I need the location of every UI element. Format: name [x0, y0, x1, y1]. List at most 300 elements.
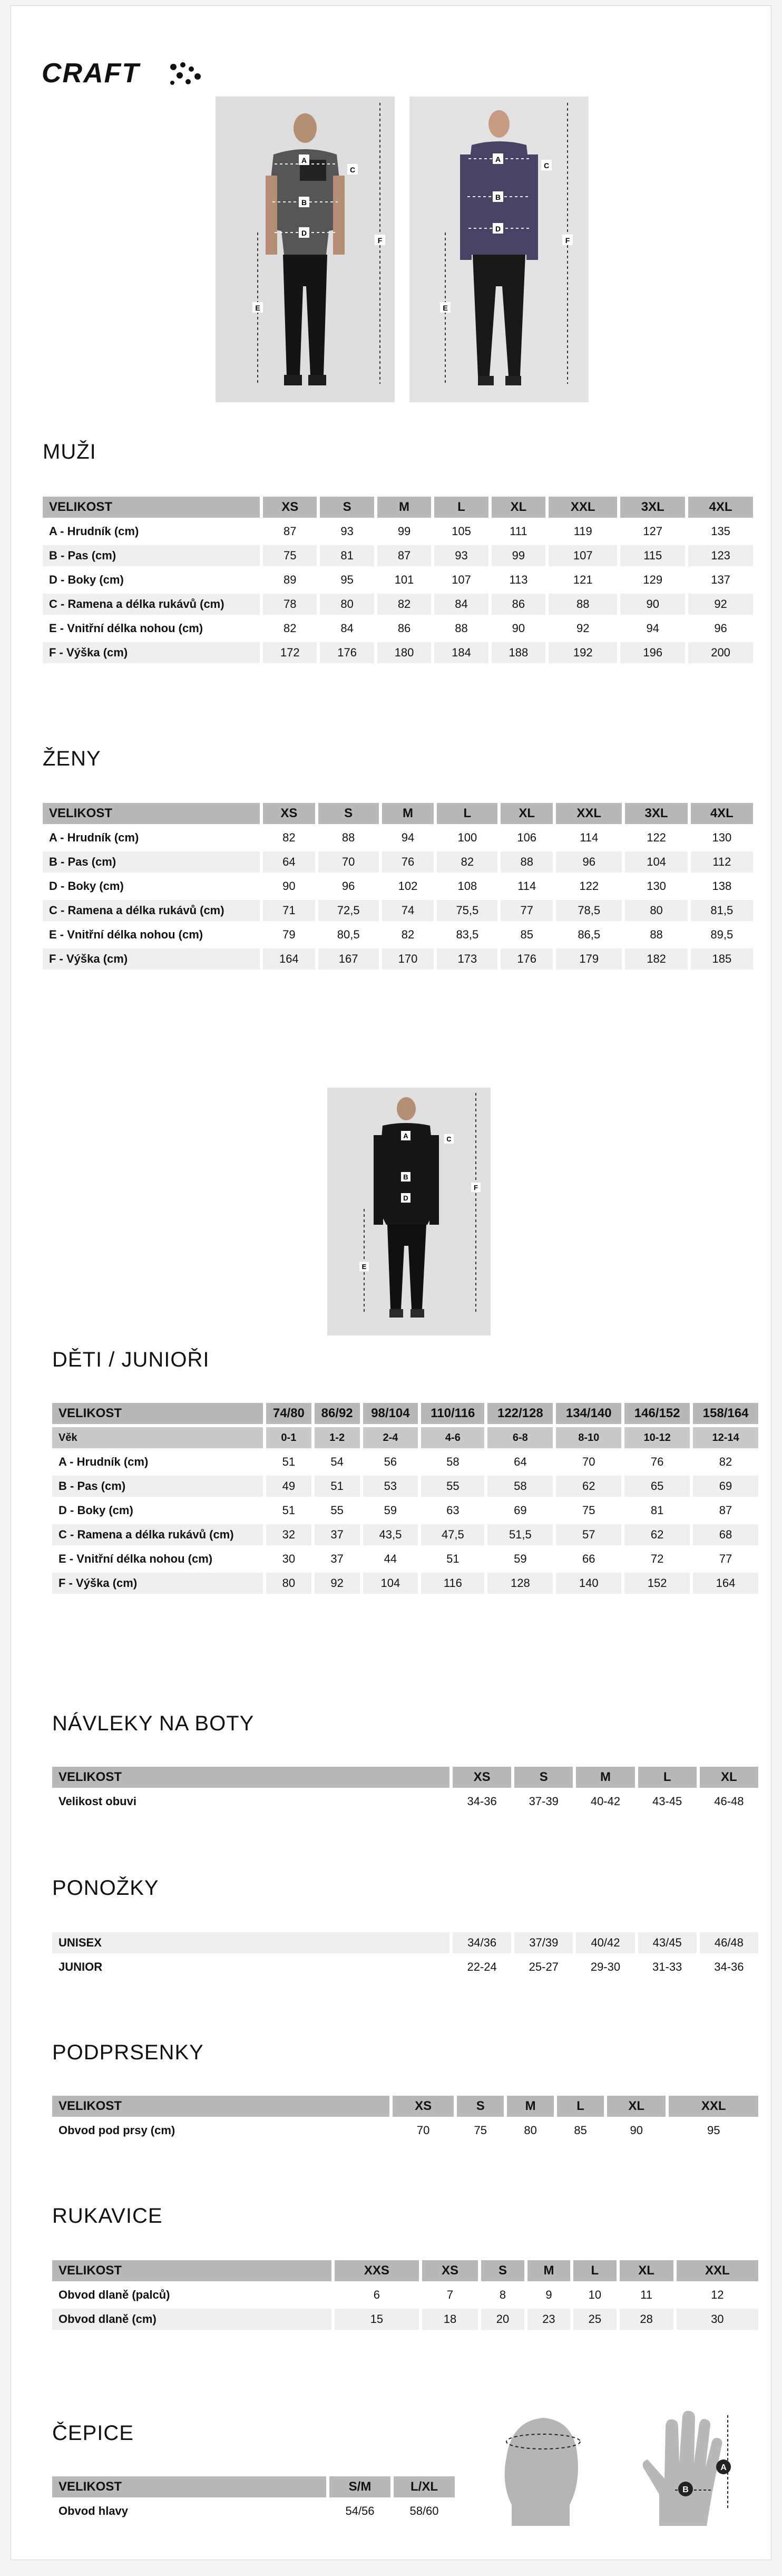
- table-cell: 80: [266, 1573, 311, 1594]
- table-cell: 86,5: [556, 924, 622, 945]
- overshoes-size-table: [49, 1764, 761, 1815]
- row-label: D - Boky (cm): [43, 876, 260, 897]
- table-cell: 88: [318, 827, 379, 848]
- table-cell: 8-10: [556, 1427, 621, 1448]
- table-cell: 81,5: [691, 900, 753, 921]
- table-cell: 28: [620, 2309, 673, 2330]
- header-cell: 74/80: [266, 1403, 311, 1424]
- socks-size-table: [49, 1929, 761, 1981]
- table-cell: 25: [573, 2309, 616, 2330]
- table-cell: 123: [688, 545, 753, 566]
- table-header-row: [43, 497, 753, 518]
- table-cell: 93: [320, 521, 374, 542]
- table-cell: 34/36: [453, 1932, 511, 1953]
- table-cell: 79: [263, 924, 315, 945]
- table-cell: 173: [437, 948, 497, 970]
- table-cell: 106: [501, 827, 553, 848]
- table-cell: 88: [549, 594, 617, 615]
- table-cell: 30: [266, 1548, 311, 1570]
- figure-letter-e: E: [255, 304, 260, 312]
- figure-letter-a: A: [495, 155, 501, 163]
- header-cell: XL: [607, 2096, 666, 2117]
- header-cell: XXL: [669, 2096, 758, 2117]
- header-cell: 146/152: [624, 1403, 690, 1424]
- figure-letter-f: F: [565, 236, 570, 245]
- row-label: A - Hrudník (cm): [52, 1451, 263, 1473]
- table-cell: 78,5: [556, 900, 622, 921]
- table-cell: 18: [422, 2309, 478, 2330]
- table-cell: 80,5: [318, 924, 379, 945]
- header-cell: XS: [263, 497, 317, 518]
- table-cell: 90: [492, 618, 545, 639]
- kids-model-photo: [327, 1088, 491, 1335]
- table-cell: 96: [556, 851, 622, 873]
- header-cell: VELIKOST: [52, 1767, 449, 1788]
- table-cell: 69: [693, 1476, 758, 1497]
- table-header-row: [52, 1403, 758, 1424]
- table-cell: 107: [549, 545, 617, 566]
- table-row: [43, 851, 753, 873]
- table-cell: 75: [263, 545, 317, 566]
- table-cell: 54: [315, 1451, 360, 1473]
- table-cell: 108: [437, 876, 497, 897]
- table-cell: 112: [691, 851, 753, 873]
- table-cell: 46/48: [700, 1932, 758, 1953]
- table-cell: 6-8: [487, 1427, 553, 1448]
- row-label: A - Hrudník (cm): [43, 827, 260, 848]
- table-cell: 43-45: [638, 1791, 697, 1812]
- table-cell: 140: [556, 1573, 621, 1594]
- figure-letter-a: A: [301, 156, 307, 164]
- table-cell: 130: [625, 876, 687, 897]
- table-cell: 172: [263, 642, 317, 663]
- table-cell: 54/56: [329, 2501, 390, 2522]
- header-cell: XXL: [549, 497, 617, 518]
- table-cell: 70: [318, 851, 379, 873]
- caps-size-table: [49, 2473, 458, 2525]
- table-cell: 82: [382, 924, 434, 945]
- table-cell: 86: [492, 594, 545, 615]
- table-cell: 82: [437, 851, 497, 873]
- header-cell: L: [638, 1767, 697, 1788]
- figure-letter-c: C: [446, 1135, 452, 1143]
- row-label: F - Výška (cm): [43, 642, 260, 663]
- figure-letter-b: B: [403, 1173, 408, 1181]
- header-cell: 98/104: [363, 1403, 418, 1424]
- table-cell: 114: [556, 827, 622, 848]
- table-cell: 53: [363, 1476, 418, 1497]
- table-row: [43, 924, 753, 945]
- men-section-title: MUŽI: [43, 440, 96, 463]
- table-cell: 185: [691, 948, 753, 970]
- table-cell: 96: [688, 618, 753, 639]
- table-cell: 29-30: [576, 1957, 634, 1978]
- table-cell: 99: [377, 521, 431, 542]
- table-cell: 80: [320, 594, 374, 615]
- figure-letter-e: E: [443, 304, 448, 312]
- header-cell: L: [557, 2096, 604, 2117]
- table-cell: 182: [625, 948, 687, 970]
- table-cell: 83,5: [437, 924, 497, 945]
- table-cell: 76: [382, 851, 434, 873]
- header-cell: 134/140: [556, 1403, 621, 1424]
- table-cell: 188: [492, 642, 545, 663]
- table-cell: 72: [624, 1548, 690, 1570]
- women-size-table: [40, 800, 756, 973]
- men-model-photo: [216, 96, 395, 402]
- table-cell: 51,5: [487, 1524, 553, 1545]
- header-cell: S: [318, 803, 379, 824]
- table-cell: 59: [363, 1500, 418, 1521]
- table-cell: 94: [382, 827, 434, 848]
- table-row: [52, 1573, 758, 1594]
- overshoes-section-title: NÁVLEKY NA BOTY: [52, 1712, 255, 1735]
- table-cell: 128: [487, 1573, 553, 1594]
- table-cell: 30: [677, 2309, 758, 2330]
- table-cell: 176: [501, 948, 553, 970]
- header-cell: 4XL: [688, 497, 753, 518]
- table-cell: 90: [607, 2120, 666, 2141]
- table-row: [52, 1524, 758, 1545]
- table-cell: 75: [457, 2120, 504, 2141]
- table-cell: 11: [620, 2284, 673, 2306]
- table-cell: 40/42: [576, 1932, 634, 1953]
- table-row: [43, 948, 753, 970]
- table-cell: 101: [377, 569, 431, 590]
- row-label: Velikost obuvi: [52, 1791, 449, 1812]
- figure-letter-a: A: [403, 1132, 408, 1140]
- row-label: E - Vnitřní délka nohou (cm): [43, 924, 260, 945]
- table-cell: 121: [549, 569, 617, 590]
- figure-letter-b: B: [682, 2485, 689, 2494]
- figure-letter-b: B: [495, 193, 501, 201]
- table-cell: 180: [377, 642, 431, 663]
- row-label: Obvod dlaně (cm): [52, 2309, 331, 2330]
- table-cell: 82: [263, 827, 315, 848]
- table-cell: 84: [434, 594, 488, 615]
- table-cell: 95: [669, 2120, 758, 2141]
- table-cell: 40-42: [576, 1791, 634, 1812]
- table-header-row: [43, 803, 753, 824]
- row-label: JUNIOR: [52, 1957, 449, 1978]
- table-cell: 77: [693, 1548, 758, 1570]
- table-cell: 51: [266, 1500, 311, 1521]
- table-cell: 164: [693, 1573, 758, 1594]
- table-cell: 94: [620, 618, 685, 639]
- table-cell: 55: [421, 1476, 484, 1497]
- table-cell: 78: [263, 594, 317, 615]
- header-cell: 110/116: [421, 1403, 484, 1424]
- table-cell: 75,5: [437, 900, 497, 921]
- table-cell: 37/39: [514, 1932, 573, 1953]
- header-cell: 122/128: [487, 1403, 553, 1424]
- table-cell: 82: [263, 618, 317, 639]
- table-row: [52, 2284, 758, 2306]
- table-row: [52, 1451, 758, 1473]
- table-cell: 58: [421, 1451, 484, 1473]
- header-cell: M: [382, 803, 434, 824]
- table-cell: 56: [363, 1451, 418, 1473]
- header-cell: M: [576, 1767, 634, 1788]
- table-cell: 179: [556, 948, 622, 970]
- header-cell: L/XL: [394, 2476, 455, 2497]
- table-cell: 137: [688, 569, 753, 590]
- table-cell: 68: [693, 1524, 758, 1545]
- table-cell: 25-27: [514, 1957, 573, 1978]
- header-cell: XL: [620, 2260, 673, 2281]
- table-cell: 4-6: [421, 1427, 484, 1448]
- header-cell: 158/164: [693, 1403, 758, 1424]
- table-cell: 192: [549, 642, 617, 663]
- table-cell: 96: [318, 876, 379, 897]
- figure-letter-c: C: [349, 166, 356, 174]
- table-cell: 15: [335, 2309, 419, 2330]
- bras-size-table: [49, 2093, 761, 2144]
- hand-measure-icon: [628, 2405, 733, 2531]
- table-row: [52, 1548, 758, 1570]
- header-cell: VELIKOST: [52, 2260, 331, 2281]
- table-cell: 90: [263, 876, 315, 897]
- table-cell: 58/60: [394, 2501, 455, 2522]
- table-cell: 64: [487, 1451, 553, 1473]
- table-cell: 102: [382, 876, 434, 897]
- header-cell: S: [514, 1767, 573, 1788]
- row-label: F - Výška (cm): [52, 1573, 263, 1594]
- table-cell: 69: [487, 1500, 553, 1521]
- header-cell: L: [437, 803, 497, 824]
- row-label: B - Pas (cm): [43, 545, 260, 566]
- table-cell: 62: [624, 1524, 690, 1545]
- table-cell: 86: [377, 618, 431, 639]
- header-cell: XL: [492, 497, 545, 518]
- header-cell: XXS: [335, 2260, 419, 2281]
- table-row: [43, 900, 753, 921]
- table-cell: 80: [507, 2120, 554, 2141]
- table-cell: 170: [382, 948, 434, 970]
- table-header-row: [52, 2476, 455, 2497]
- table-header-row: [52, 2096, 758, 2117]
- table-row: [43, 827, 753, 848]
- table-row: [52, 2309, 758, 2330]
- table-cell: 84: [320, 618, 374, 639]
- table-cell: 92: [688, 594, 753, 615]
- header-cell: VELIKOST: [52, 2476, 326, 2497]
- table-cell: 20: [481, 2309, 524, 2330]
- header-cell: XS: [263, 803, 315, 824]
- brand-name: CRAFT: [42, 58, 140, 89]
- table-cell: 64: [263, 851, 315, 873]
- table-row: [43, 642, 753, 663]
- header-cell: M: [507, 2096, 554, 2117]
- table-cell: 87: [693, 1500, 758, 1521]
- logo-dots-icon: [167, 62, 204, 87]
- row-label: E - Vnitřní délka nohou (cm): [52, 1548, 263, 1570]
- table-cell: 70: [556, 1451, 621, 1473]
- row-label: E - Vnitřní délka nohou (cm): [43, 618, 260, 639]
- table-cell: 72,5: [318, 900, 379, 921]
- size-guide-page: [11, 5, 771, 2560]
- table-cell: 87: [377, 545, 431, 566]
- table-cell: 82: [377, 594, 431, 615]
- table-cell: 105: [434, 521, 488, 542]
- socks-section-title: PONOŽKY: [52, 1876, 159, 1900]
- table-cell: 90: [620, 594, 685, 615]
- table-row: [52, 1932, 758, 1953]
- table-row: [43, 569, 753, 590]
- figure-letter-c: C: [543, 161, 550, 170]
- men-size-table: [40, 493, 756, 666]
- table-cell: 116: [421, 1573, 484, 1594]
- table-cell: 43/45: [638, 1932, 697, 1953]
- header-cell: M: [377, 497, 431, 518]
- table-row: [52, 1500, 758, 1521]
- table-row: [43, 618, 753, 639]
- figure-letter-e: E: [361, 1263, 367, 1271]
- table-cell: 100: [437, 827, 497, 848]
- table-cell: 66: [556, 1548, 621, 1570]
- table-row: [43, 594, 753, 615]
- row-label: D - Boky (cm): [43, 569, 260, 590]
- row-label: C - Ramena a délka rukávů (cm): [43, 594, 260, 615]
- table-cell: 51: [315, 1476, 360, 1497]
- table-cell: 1-2: [315, 1427, 360, 1448]
- row-label: C - Ramena a délka rukávů (cm): [43, 900, 260, 921]
- table-cell: 0-1: [266, 1427, 311, 1448]
- table-cell: 99: [492, 545, 545, 566]
- table-row: [52, 2120, 758, 2141]
- table-cell: 57: [556, 1524, 621, 1545]
- table-cell: 111: [492, 521, 545, 542]
- table-cell: 6: [335, 2284, 419, 2306]
- kids-size-table: [49, 1400, 761, 1597]
- table-cell: 196: [620, 642, 685, 663]
- table-cell: 80: [625, 900, 687, 921]
- table-cell: 88: [501, 851, 553, 873]
- table-cell: 63: [421, 1500, 484, 1521]
- figure-letter-f: F: [474, 1184, 478, 1192]
- row-label: Obvod pod prsy (cm): [52, 2120, 389, 2141]
- table-cell: 7: [422, 2284, 478, 2306]
- header-cell: XS: [453, 1767, 511, 1788]
- table-cell: 31-33: [638, 1957, 697, 1978]
- table-cell: 85: [557, 2120, 604, 2141]
- table-cell: 10: [573, 2284, 616, 2306]
- row-label: UNISEX: [52, 1932, 449, 1953]
- table-cell: 12-14: [693, 1427, 758, 1448]
- table-cell: 122: [556, 876, 622, 897]
- row-label: C - Ramena a délka rukávů (cm): [52, 1524, 263, 1545]
- header-cell: VELIKOST: [52, 2096, 389, 2117]
- header-cell: 3XL: [625, 803, 687, 824]
- table-cell: 164: [263, 948, 315, 970]
- table-row: [43, 545, 753, 566]
- table-cell: 89: [263, 569, 317, 590]
- table-cell: 200: [688, 642, 753, 663]
- table-cell: 93: [434, 545, 488, 566]
- figure-letter-d: D: [495, 225, 501, 233]
- age-row: [52, 1427, 758, 1448]
- header-cell: VELIKOST: [52, 1403, 263, 1424]
- table-cell: 46-48: [700, 1791, 758, 1812]
- gloves-size-table: [49, 2257, 761, 2333]
- figure-letter-d: D: [301, 229, 307, 237]
- table-cell: 129: [620, 569, 685, 590]
- row-label: A - Hrudník (cm): [43, 521, 260, 542]
- table-cell: 82: [693, 1451, 758, 1473]
- table-cell: 23: [527, 2309, 570, 2330]
- table-cell: 152: [624, 1573, 690, 1594]
- table-cell: 9: [527, 2284, 570, 2306]
- row-label: B - Pas (cm): [43, 851, 260, 873]
- table-row: [52, 1791, 758, 1812]
- table-row: [52, 1476, 758, 1497]
- header-cell: XL: [501, 803, 553, 824]
- row-label: Obvod dlaně (palců): [52, 2284, 331, 2306]
- row-label: F - Výška (cm): [43, 948, 260, 970]
- table-cell: 107: [434, 569, 488, 590]
- header-cell: 3XL: [620, 497, 685, 518]
- caps-section-title: ČEPICE: [52, 2422, 134, 2445]
- table-cell: 81: [624, 1500, 690, 1521]
- table-cell: 114: [501, 876, 553, 897]
- figure-letter-a: A: [720, 2463, 727, 2472]
- table-cell: 89,5: [691, 924, 753, 945]
- header-cell: VELIKOST: [43, 803, 260, 824]
- table-cell: 184: [434, 642, 488, 663]
- table-cell: 51: [421, 1548, 484, 1570]
- header-cell: VELIKOST: [43, 497, 260, 518]
- table-header-row: [52, 2260, 758, 2281]
- table-cell: 37: [315, 1524, 360, 1545]
- table-cell: 122: [625, 827, 687, 848]
- table-cell: 85: [501, 924, 553, 945]
- header-cell: XS: [393, 2096, 454, 2117]
- header-cell: M: [527, 2260, 570, 2281]
- row-label: B - Pas (cm): [52, 1476, 263, 1497]
- header-cell: L: [434, 497, 488, 518]
- kids-section-title: DĚTI / JUNIOŘI: [52, 1348, 210, 1371]
- table-cell: 104: [363, 1573, 418, 1594]
- table-cell: 88: [625, 924, 687, 945]
- table-cell: 81: [320, 545, 374, 566]
- table-cell: 55: [315, 1500, 360, 1521]
- table-cell: 49: [266, 1476, 311, 1497]
- header-cell: S: [320, 497, 374, 518]
- table-cell: 59: [487, 1548, 553, 1570]
- table-row: [52, 1957, 758, 1978]
- header-cell: XXL: [556, 803, 622, 824]
- header-cell: XS: [422, 2260, 478, 2281]
- head-measure-icon: [496, 2405, 585, 2531]
- table-cell: 130: [691, 827, 753, 848]
- figure-letter-d: D: [403, 1194, 408, 1202]
- header-cell: XXL: [677, 2260, 758, 2281]
- table-cell: 92: [549, 618, 617, 639]
- table-cell: 167: [318, 948, 379, 970]
- header-cell: 4XL: [691, 803, 753, 824]
- row-label: Věk: [52, 1427, 263, 1448]
- table-row: [43, 876, 753, 897]
- table-cell: 62: [556, 1476, 621, 1497]
- row-label: Obvod hlavy: [52, 2501, 326, 2522]
- figure-letter-f: F: [377, 236, 383, 245]
- table-cell: 65: [624, 1476, 690, 1497]
- table-cell: 34-36: [700, 1957, 758, 1978]
- table-cell: 176: [320, 642, 374, 663]
- table-cell: 22-24: [453, 1957, 511, 1978]
- table-cell: 92: [315, 1573, 360, 1594]
- table-cell: 43,5: [363, 1524, 418, 1545]
